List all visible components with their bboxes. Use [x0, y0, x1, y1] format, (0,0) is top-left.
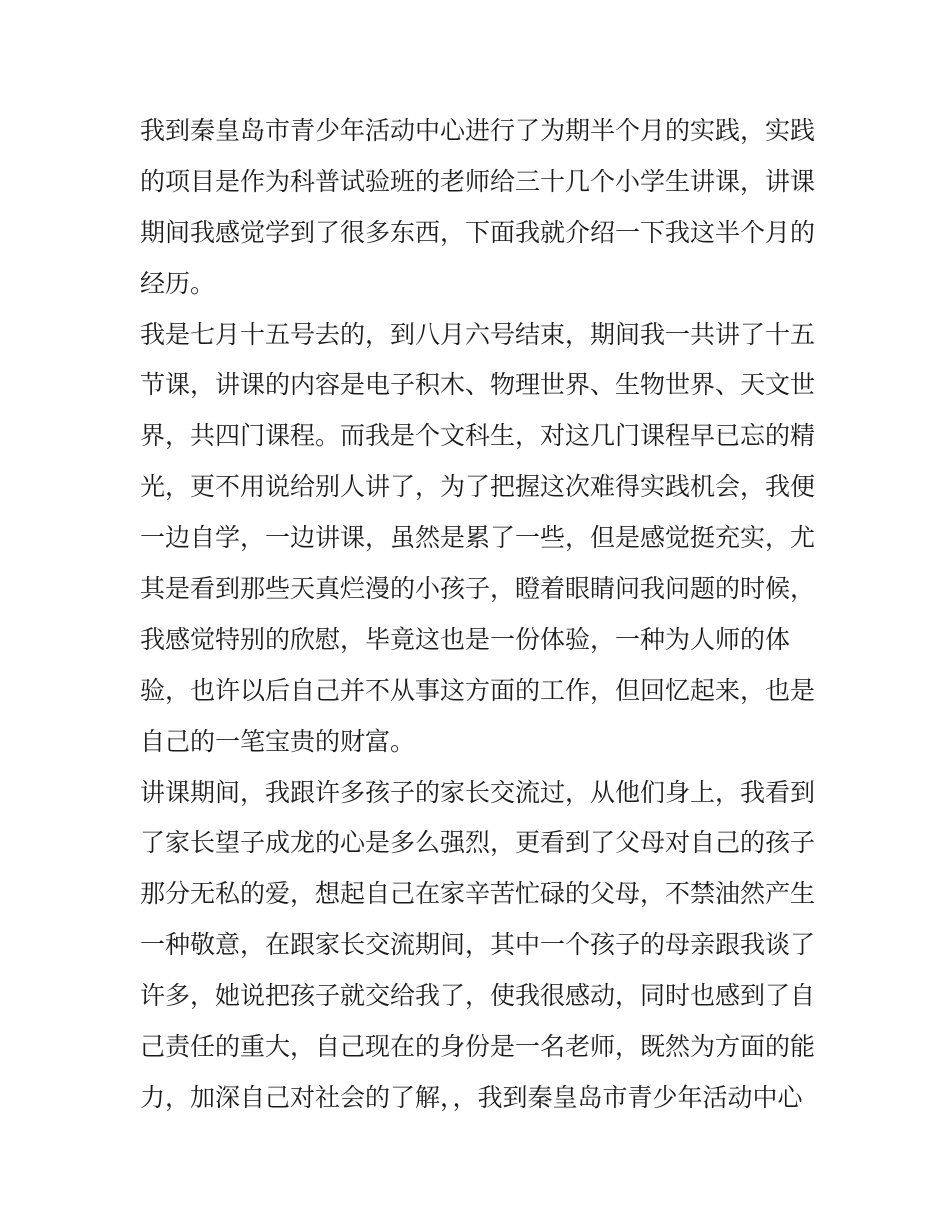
text-line: 那分无私的爱，想起自己在家辛苦忙碌的父母，不禁油然产生	[140, 879, 816, 909]
text-line: 我是七月十五号去的，到八月六号结束，期间我一共讲了十五	[140, 319, 816, 349]
body-text	[140, 106, 820, 1124]
text-line: 讲课期间，我跟许多孩子的家长交流过，从他们身上，我看到	[140, 777, 816, 807]
text-line: 的项目是作为科普试验班的老师给三十几个小学生讲课，讲课	[140, 166, 816, 196]
text-line: 经历。	[140, 268, 216, 298]
text-line: 力，加深自己对社会的了解，，我到秦皇岛市青少年活动中心	[140, 1082, 803, 1112]
text-line: 验，也许以后自己并不从事这方面的工作，但回忆起来，也是	[140, 675, 816, 705]
text-line: 我到秦皇岛市青少年活动中心进行了为期半个月的实践，实践	[140, 116, 816, 145]
text-line: 许多，她说把孩子就交给我了，使我很感动，同时也感到了自	[140, 981, 816, 1011]
text-line: 自己的一笔宝贵的财富。	[140, 726, 416, 756]
text-line: 己责任的重大，自己现在的身份是一名老师，既然为方面的能	[140, 1032, 816, 1062]
text-line: 一边自学，一边讲课，虽然是累了一些，但是感觉挺充实，尤	[140, 523, 816, 553]
text-line: 期间我感觉学到了很多东西，下面我就介绍一下我这半个月的	[140, 217, 816, 247]
text-line: 光，更不用说给别人讲了，为了把握这次难得实践机会，我便	[140, 472, 816, 502]
text-line: 界，共四门课程。而我是个文科生，对这几门课程早已忘的精	[140, 421, 816, 451]
text-line: 其是看到那些天真烂漫的小孩子，瞪着眼睛问我问题的时候，	[140, 574, 816, 604]
text-line: 我感觉特别的欣慰，毕竟这也是一份体验，一种为人师的体	[140, 624, 791, 654]
text-line: 一种敬意，在跟家长交流期间，其中一个孩子的母亲跟我谈了	[140, 930, 816, 960]
text-line: 节课，讲课的内容是电子积木、物理世界、生物世界、天文世	[140, 370, 816, 400]
text-line: 了家长望子成龙的心是多么强烈，更看到了父母对自己的孩子	[140, 828, 816, 858]
